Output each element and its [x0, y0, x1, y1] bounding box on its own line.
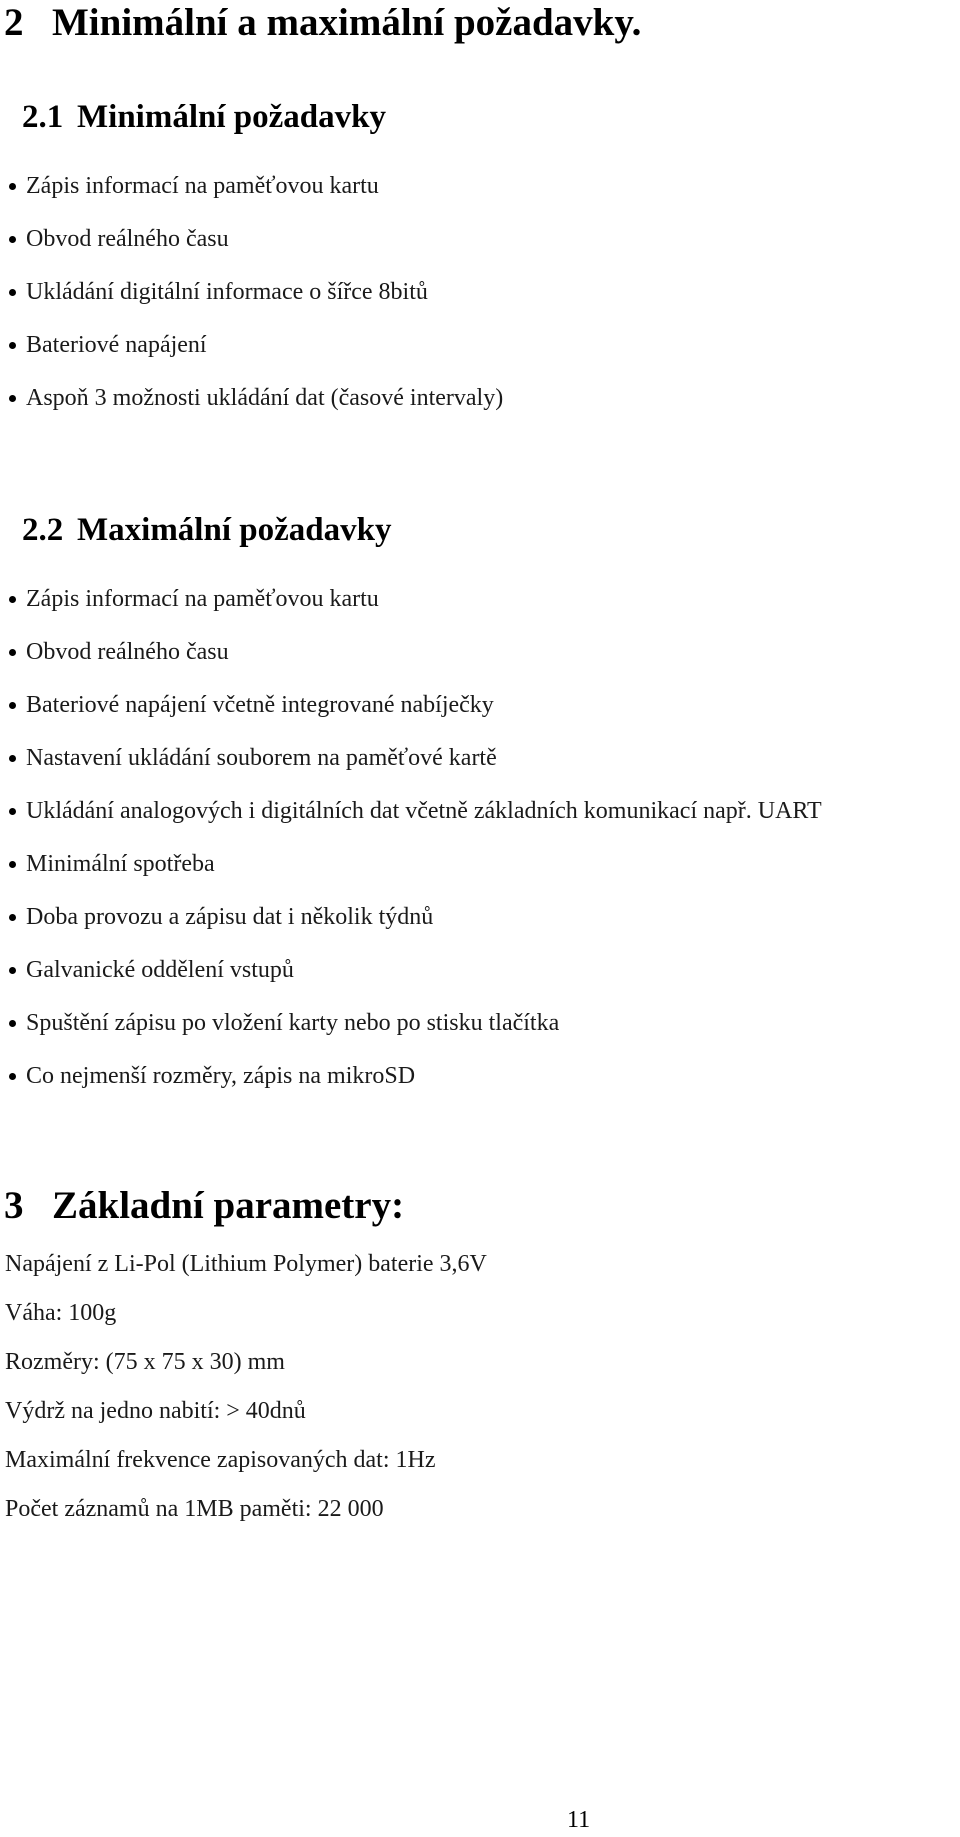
parameter-line: Maximální frekvence zapisovaných dat: 1Hz — [5, 1447, 436, 1473]
list-item: Zápis informací na paměťovou kartu — [0, 171, 503, 224]
heading-text: Minimální a maximální požadavky. — [52, 1, 642, 44]
heading-text: Základní parametry: — [52, 1184, 405, 1227]
parameter-line: Výdrž na jedno nabití: > 40dnů — [5, 1398, 306, 1424]
list-item: Zápis informací na paměťovou kartu — [0, 584, 822, 637]
heading-text: Minimální požadavky — [77, 99, 386, 135]
parameter-line: Počet záznamů na 1MB paměti: 22 000 — [5, 1496, 384, 1522]
heading-number: 2 — [4, 1, 24, 44]
minimum-requirements-list — [0, 171, 503, 436]
basic-parameters-list — [5, 1249, 487, 1543]
heading-text: Maximální požadavky — [77, 512, 392, 548]
heading-section-2 — [4, 0, 641, 46]
maximum-requirements-list — [0, 584, 822, 1114]
list-item: Ukládání digitální informace o šířce 8bitů — [0, 277, 503, 330]
list-item: Spuštění zápisu po vložení karty nebo po stisku tlačítka — [0, 1008, 822, 1061]
heading-number: 2.2 — [22, 512, 64, 548]
list-item: Nastavení ukládání souborem na paměťové kartě — [0, 743, 822, 796]
list-item: Obvod reálného času — [0, 637, 822, 690]
heading-section-2-1 — [22, 97, 386, 137]
list-item: Bateriové napájení — [0, 330, 503, 383]
list-item: Galvanické oddělení vstupů — [0, 955, 822, 1008]
list-item: Ukládání analogových i digitálních dat včetně základních komunikací např. UART — [0, 796, 822, 849]
list-item: Aspoň 3 možnosti ukládání dat (časové intervaly) — [0, 383, 503, 436]
parameter-line: Napájení z Li-Pol (Lithium Polymer) baterie 3,6V — [5, 1251, 487, 1277]
list-item: Bateriové napájení včetně integrované nabíječky — [0, 690, 822, 743]
list-item: Co nejmenší rozměry, zápis na mikroSD — [0, 1061, 822, 1114]
heading-number: 3 — [4, 1184, 24, 1227]
list-item: Minimální spotřeba — [0, 849, 822, 902]
heading-section-2-2 — [22, 510, 391, 550]
heading-section-3 — [4, 1183, 404, 1229]
heading-number: 2.1 — [22, 99, 64, 135]
list-item: Obvod reálného času — [0, 224, 503, 277]
list-item: Doba provozu a zápisu dat i několik týdnů — [0, 902, 822, 955]
parameter-line: Váha: 100g — [5, 1300, 117, 1326]
page-number: 11 — [567, 1807, 591, 1833]
parameter-line: Rozměry: (75 x 75 x 30) mm — [5, 1349, 285, 1375]
